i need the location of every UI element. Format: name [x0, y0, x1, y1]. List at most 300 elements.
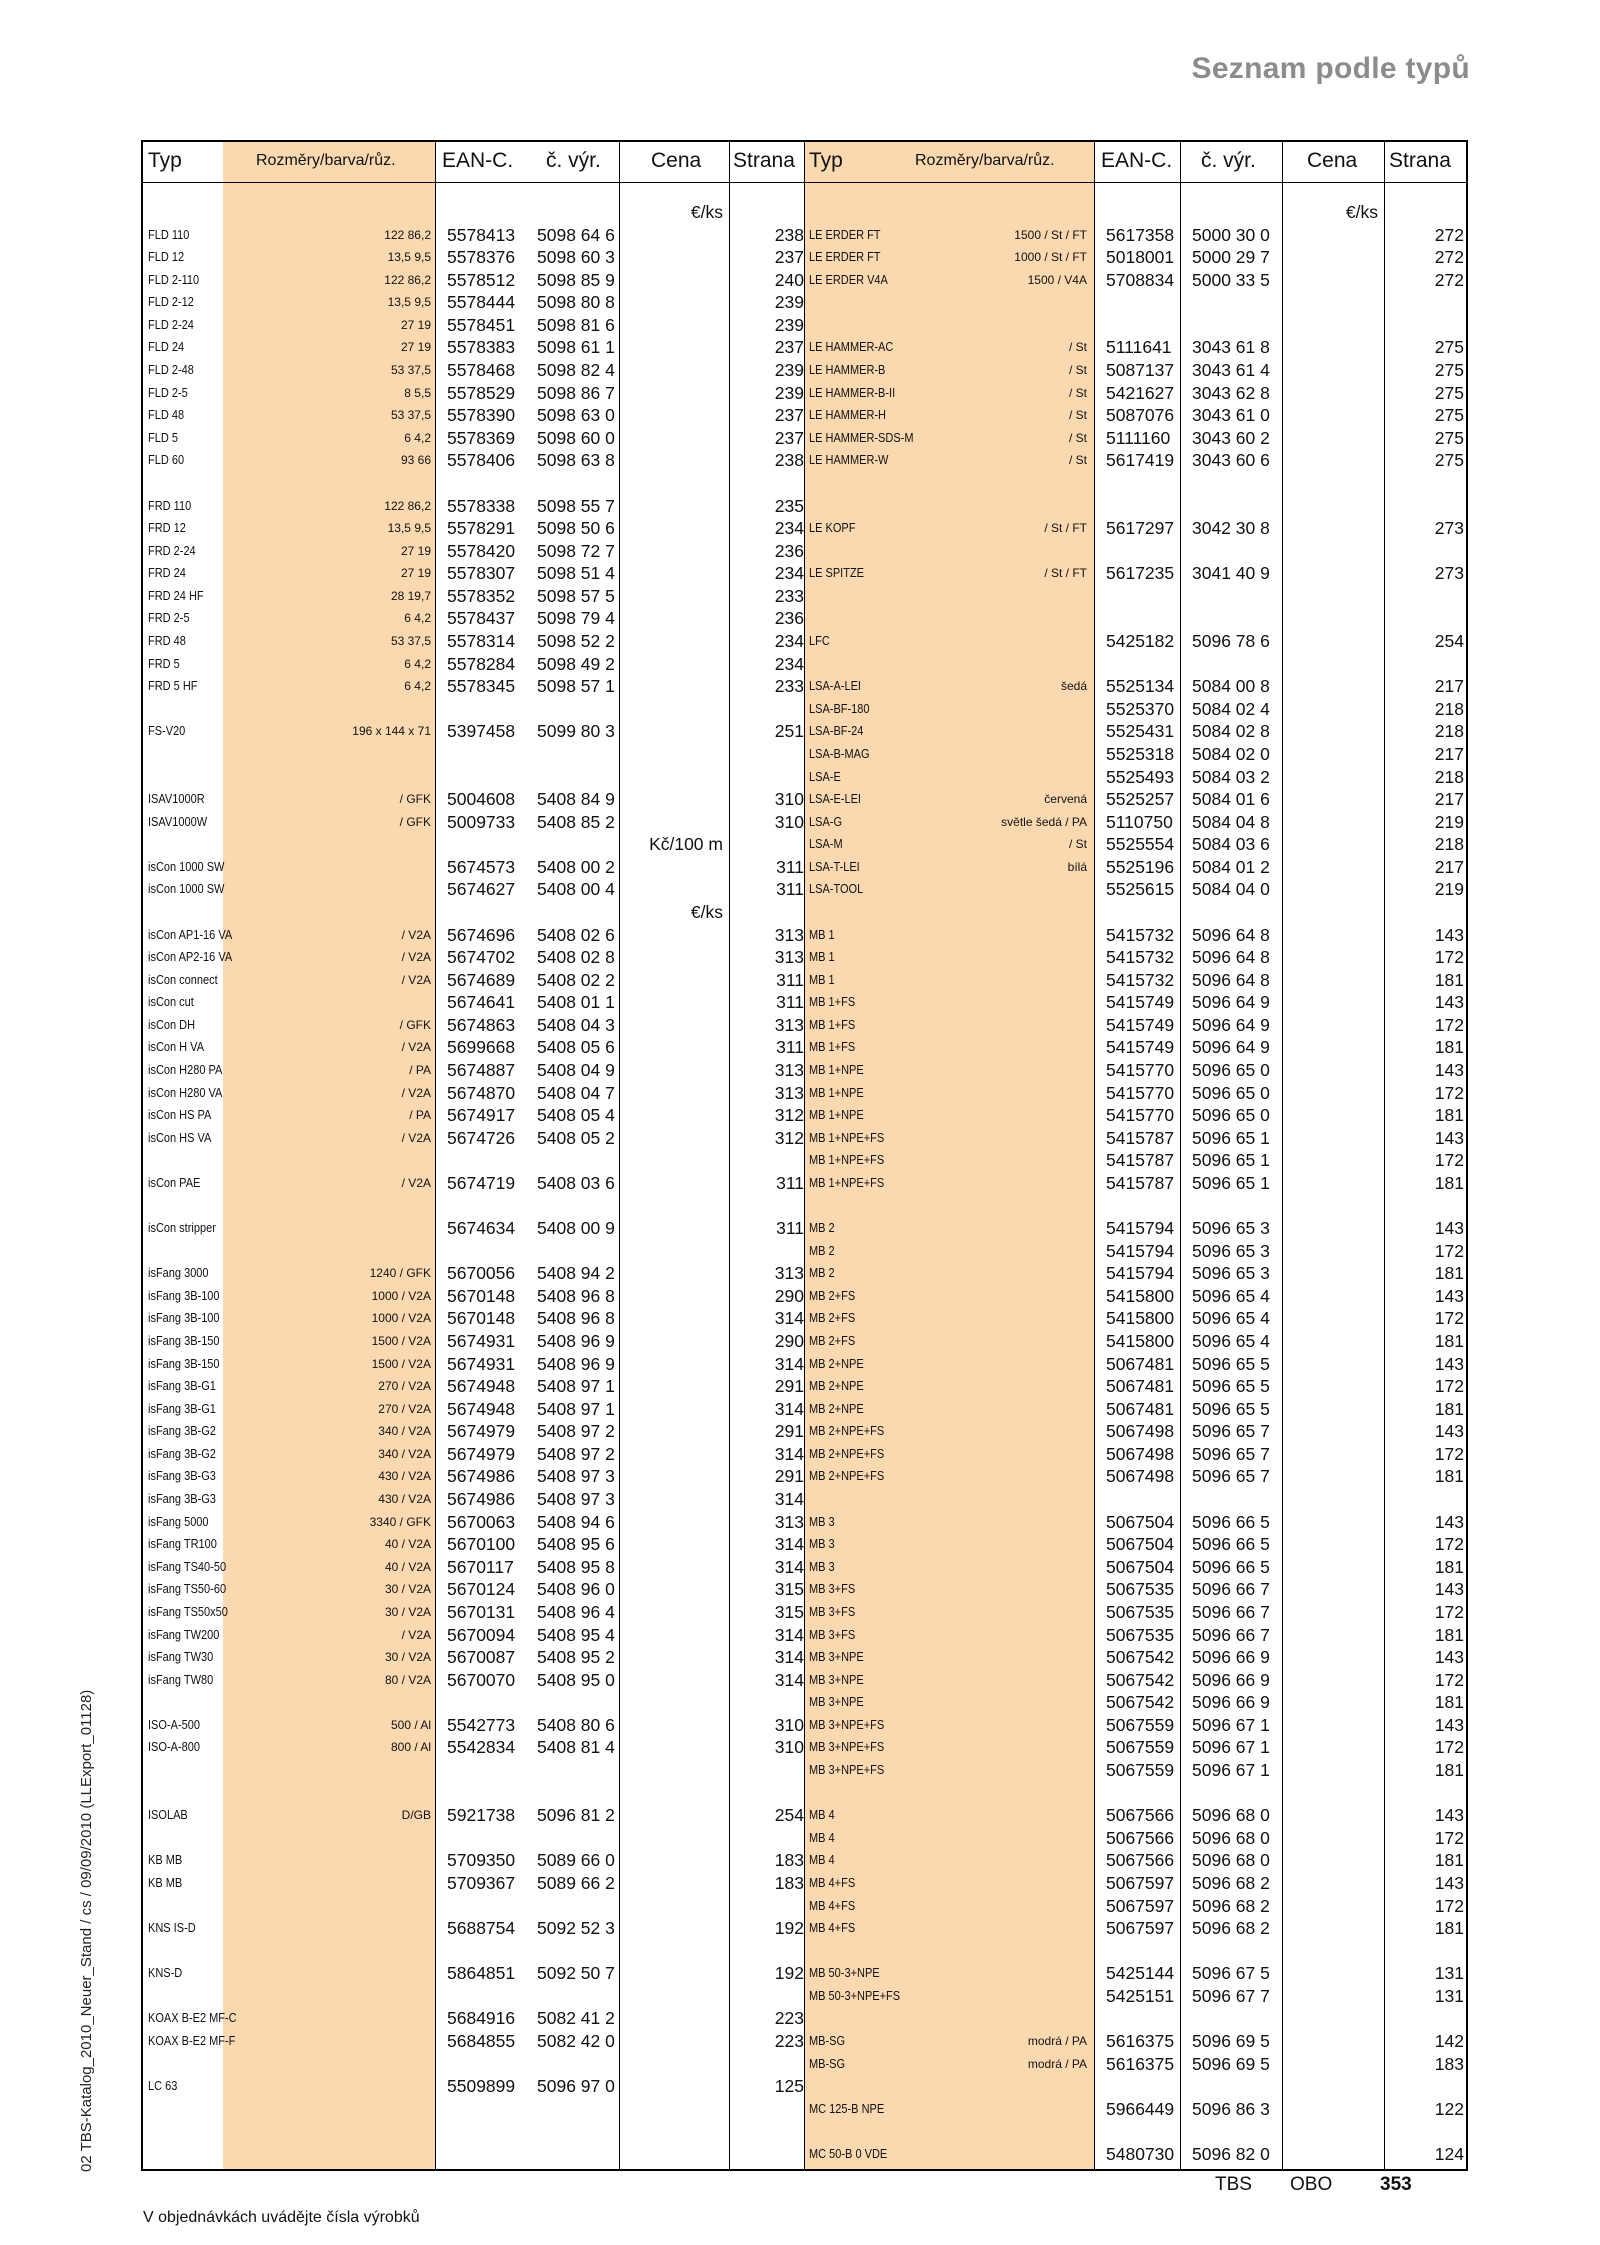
cell-item-number: 5084 02 4 — [1192, 698, 1270, 719]
cell-type: MB 4 — [809, 1808, 835, 1823]
cell-page: 218 — [1434, 766, 1464, 787]
header-strana: Strana — [733, 149, 795, 172]
table-row — [141, 1082, 804, 1104]
cell-dimensions: 27 19 — [400, 340, 431, 355]
cell-type: isFang 3B-100 — [148, 1288, 220, 1303]
cell-page: 172 — [1434, 1014, 1464, 1035]
table-row — [804, 1804, 1468, 1826]
cell-ean: 5674726 — [447, 1127, 516, 1148]
cell-page: 181 — [1434, 1331, 1464, 1351]
cell-dimensions: červená — [1044, 792, 1087, 807]
table-row — [804, 2120, 1468, 2142]
table-row — [804, 1217, 1468, 1239]
cell-item-number: 5084 02 8 — [1192, 721, 1270, 742]
cell-item-number: 5096 66 5 — [1192, 1556, 1270, 1577]
cell-ean: 5525431 — [1106, 721, 1175, 742]
cell-page: 181 — [1434, 1692, 1464, 1713]
cell-item-number: 5096 68 0 — [1192, 1827, 1270, 1848]
cell-dimensions: / St — [1068, 385, 1087, 400]
cell-ean: 5578352 — [447, 585, 516, 606]
table-row — [141, 1578, 804, 1600]
table-row — [804, 1759, 1468, 1781]
header-ean: EAN-C. — [1101, 149, 1173, 172]
cell-page: 234 — [774, 518, 804, 539]
cell-type: FLD 60 — [148, 453, 185, 468]
table-row — [141, 2098, 804, 2120]
cell-item-number: 5408 00 2 — [537, 856, 615, 877]
table-row — [804, 878, 1468, 900]
cell-item-number: 5096 65 1 — [1192, 1150, 1270, 1171]
cell-page: 314 — [774, 1353, 804, 1374]
cell-ean: 5670056 — [447, 1263, 516, 1284]
table-row — [804, 562, 1468, 584]
cell-type: KB MB — [148, 1875, 183, 1890]
table-row — [804, 1195, 1468, 1217]
table-row — [804, 788, 1468, 810]
cell-item-number: 5408 95 4 — [537, 1624, 615, 1645]
cell-type: MB 1+FS — [809, 1040, 856, 1055]
cell-ean: 5415787 — [1106, 1172, 1175, 1193]
cell-item-number: 5096 68 2 — [1192, 1895, 1270, 1916]
cell-dimensions: 1500 / V2A — [371, 1356, 431, 1371]
table-row — [141, 924, 804, 946]
cell-ean: 5616375 — [1106, 2053, 1175, 2074]
cell-ean: 5067597 — [1106, 1872, 1175, 1893]
cell-page: 143 — [1434, 1127, 1464, 1148]
cell-type: isFang TS40-50 — [148, 1559, 227, 1574]
cell-page: 254 — [1434, 631, 1464, 652]
table-row — [141, 291, 804, 313]
cell-item-number: 5084 01 6 — [1192, 789, 1270, 810]
cell-ean: 5699668 — [447, 1037, 516, 1058]
cell-item-number: 5096 65 1 — [1192, 1172, 1270, 1193]
table-row — [804, 698, 1468, 720]
cell-page: 181 — [1434, 1624, 1464, 1645]
cell-item-number: 5098 51 4 — [537, 563, 615, 584]
table-row — [141, 1985, 804, 2007]
cell-item-number: 5084 02 0 — [1192, 743, 1270, 764]
cell-type: isCon HS VA — [148, 1130, 212, 1145]
table-row — [141, 1240, 804, 1262]
cell-ean: 5617358 — [1106, 224, 1175, 245]
cell-ean: 5670087 — [447, 1647, 516, 1668]
cell-item-number: 5096 66 9 — [1192, 1692, 1270, 1713]
cell-page: 172 — [1434, 1082, 1464, 1103]
cell-page: 237 — [774, 337, 804, 358]
table-row — [804, 1172, 1468, 1194]
cell-type: LE HAMMER-B — [809, 363, 886, 378]
header-cvyr: č. výr. — [1201, 149, 1256, 172]
cell-dimensions: 1500 / V4A — [1027, 272, 1087, 287]
cell-page: 217 — [1434, 789, 1464, 810]
cell-ean: 5674689 — [447, 969, 516, 990]
cell-page: 313 — [774, 1511, 804, 1532]
table-row — [141, 720, 804, 742]
cell-page: 313 — [774, 947, 804, 968]
cell-ean: 5415749 — [1106, 1014, 1175, 1035]
cell-item-number: 5089 66 0 — [537, 1850, 615, 1871]
cell-page: 223 — [774, 2030, 804, 2051]
table-row — [141, 856, 804, 878]
cell-type: LC 63 — [148, 2079, 178, 2094]
cell-type: FRD 5 HF — [148, 679, 198, 694]
cell-ean: 5415794 — [1106, 1218, 1175, 1239]
cell-item-number: 5096 65 4 — [1192, 1331, 1270, 1351]
cell-item-number: 5408 01 1 — [537, 992, 615, 1013]
table-row — [141, 1330, 804, 1352]
cell-type: isFang 3B-100 — [148, 1311, 220, 1326]
cell-type: KB MB — [148, 1853, 183, 1868]
cell-page: 314 — [774, 1556, 804, 1577]
cell-ean: 5415749 — [1106, 1037, 1175, 1058]
cell-item-number: 5096 67 7 — [1192, 1985, 1270, 2006]
cell-type: isCon 1000 SW — [148, 859, 225, 874]
cell-page: 311 — [776, 856, 804, 877]
cell-dimensions: 270 / V2A — [378, 1379, 431, 1394]
cell-type: isCon PAE — [148, 1175, 201, 1190]
table-row — [141, 1714, 804, 1736]
cell-type: LFC — [809, 634, 830, 649]
table-row — [804, 720, 1468, 742]
cell-page: 142 — [1434, 2030, 1464, 2051]
table-row — [804, 1736, 1468, 1758]
cell-item-number: 5408 97 1 — [537, 1398, 615, 1419]
cell-ean: 5617235 — [1106, 563, 1175, 584]
cell-ean: 5110750 — [1106, 811, 1173, 832]
cell-type: MB 3+FS — [809, 1627, 856, 1642]
cell-item-number: 5096 65 4 — [1192, 1308, 1270, 1329]
cell-type: isFang 5000 — [148, 1514, 209, 1529]
cell-ean: 5111160 — [1106, 427, 1171, 448]
cell-page: 143 — [1434, 1060, 1464, 1081]
table-row — [804, 382, 1468, 404]
cell-ean: 5421627 — [1106, 382, 1175, 403]
cell-type: MB 1+FS — [809, 995, 856, 1010]
table-row — [804, 1782, 1468, 1804]
cell-ean: 5425182 — [1106, 631, 1175, 652]
cell-item-number: 5408 95 8 — [537, 1556, 615, 1577]
cell-ean: 5674917 — [447, 1105, 516, 1126]
cell-type: FRD 110 — [148, 498, 192, 513]
cell-type: MB 1+NPE+FS — [809, 1153, 885, 1168]
table-row — [804, 630, 1468, 652]
cell-dimensions: 6 4,2 — [404, 430, 431, 445]
table-row — [804, 1285, 1468, 1307]
table-row — [141, 314, 804, 336]
cell-type: isCon 1000 SW — [148, 882, 225, 897]
cell-type: MB-SG — [809, 2056, 846, 2071]
cell-dimensions: 1000 / V2A — [371, 1311, 431, 1326]
cell-type: LE KOPF — [809, 521, 856, 536]
cell-item-number: 5096 64 8 — [1192, 924, 1270, 945]
table-row — [141, 969, 804, 991]
table-row — [804, 1036, 1468, 1058]
cell-dimensions: 270 / V2A — [378, 1401, 431, 1416]
cell-page: 311 — [776, 1037, 804, 1058]
cell-item-number: 5096 67 1 — [1192, 1737, 1270, 1758]
cell-page: 291 — [774, 1466, 804, 1487]
cell-ean: 5674979 — [447, 1443, 516, 1464]
table-row — [141, 901, 804, 923]
cell-ean: 5004608 — [447, 789, 516, 810]
cell-type: LSA-BF-180 — [809, 701, 870, 716]
cell-item-number: 3043 61 4 — [1192, 360, 1270, 381]
cell-item-number: 5098 63 0 — [537, 405, 615, 426]
cell-page: 238 — [774, 224, 804, 245]
cell-item-number: 5096 68 2 — [1192, 1872, 1270, 1893]
cell-dimensions: / St / FT — [1044, 521, 1087, 536]
table-row — [141, 743, 804, 765]
cell-ean: 5067498 — [1106, 1466, 1175, 1487]
cell-page: 181 — [1434, 1466, 1464, 1487]
cell-ean: 5684916 — [447, 2008, 516, 2029]
cell-ean: 5708834 — [1106, 269, 1175, 290]
cell-ean: 5670124 — [447, 1579, 516, 1600]
cell-page: 143 — [1434, 1714, 1464, 1735]
cell-item-number: 5096 64 8 — [1192, 969, 1270, 990]
cell-page: 172 — [1434, 1737, 1464, 1758]
cell-type: LSA-E-LEI — [809, 792, 861, 807]
table-row — [141, 1195, 804, 1217]
cell-page: 131 — [1434, 1963, 1464, 1984]
cell-item-number: 5096 65 0 — [1192, 1060, 1270, 1081]
cell-dimensions: 30 / V2A — [384, 1650, 431, 1665]
table-row — [804, 743, 1468, 765]
cell-type: LSA-BF-24 — [809, 724, 864, 739]
cell-ean: 5966449 — [1106, 2098, 1175, 2119]
cell-type: LE ERDER FT — [809, 250, 881, 265]
table-row — [141, 1104, 804, 1126]
header-typ: Typ — [809, 149, 843, 172]
table-row — [141, 1036, 804, 1058]
cell-type: isFang 3B-150 — [148, 1356, 220, 1371]
cell-dimensions: / V2A — [401, 950, 431, 965]
table-row — [804, 1375, 1468, 1397]
cell-item-number: 5096 65 5 — [1192, 1398, 1270, 1419]
cell-type: MC 50-B 0 VDE — [809, 2146, 888, 2161]
cell-page: 172 — [1434, 1376, 1464, 1397]
cell-type: KNS-D — [148, 1966, 183, 1981]
cell-ean: 5415794 — [1106, 1240, 1175, 1261]
cell-type: MB 3+NPE+FS — [809, 1717, 885, 1732]
footer-note: V objednávkách uvádějte čísla výrobků — [143, 2209, 420, 2226]
cell-type: KOAX B-E2 MF-C — [148, 2011, 237, 2026]
cell-type: MB 1+NPE+FS — [809, 1175, 885, 1190]
cell-type: isFang TW80 — [148, 1672, 214, 1687]
cell-item-number: 3043 61 8 — [1192, 337, 1270, 358]
cell-dimensions: / St — [1068, 453, 1087, 468]
cell-item-number: 5408 02 2 — [537, 969, 615, 990]
cell-dimensions: 1000 / St / FT — [1014, 250, 1087, 265]
cell-dimensions: / GFK — [399, 814, 431, 829]
cell-ean: 5578512 — [447, 269, 516, 290]
table-row — [141, 833, 804, 855]
cell-page: 275 — [1434, 360, 1464, 381]
cell-type: MB 1 — [809, 927, 835, 942]
cell-item-number: 5098 60 0 — [537, 427, 615, 448]
cell-ean: 5578390 — [447, 405, 516, 426]
cell-item-number: 5408 02 8 — [537, 947, 615, 968]
table-row — [804, 653, 1468, 675]
cell-page: 239 — [774, 292, 804, 313]
cell-type: MB 3+NPE+FS — [809, 1763, 885, 1778]
cell-dimensions: / St — [1068, 363, 1087, 378]
cell-page: 192 — [774, 1918, 804, 1939]
table-row — [804, 224, 1468, 246]
table-row — [141, 1917, 804, 1939]
cell-type: LE HAMMER-B-II — [809, 385, 896, 400]
cell-ean: 5067542 — [1106, 1692, 1175, 1713]
cell-dimensions: 53 37,5 — [390, 363, 431, 378]
cell-item-number: 5096 67 5 — [1192, 1963, 1270, 1984]
cell-type: MB 3 — [809, 1514, 835, 1529]
cell-ean: 5578314 — [447, 631, 516, 652]
cell-page: 143 — [1434, 1647, 1464, 1668]
cell-dimensions: / St / FT — [1044, 566, 1087, 581]
table-row — [804, 969, 1468, 991]
cell-item-number: 5408 95 2 — [537, 1647, 615, 1668]
cell-item-number: 5096 64 8 — [1192, 947, 1270, 968]
table-row — [141, 630, 804, 652]
table-row — [804, 607, 1468, 629]
cell-page: 181 — [1434, 1105, 1464, 1126]
cell-page: 181 — [1434, 1037, 1464, 1058]
cell-ean: 5525370 — [1106, 698, 1175, 719]
header-typ: Typ — [148, 149, 182, 172]
table-row — [804, 336, 1468, 358]
cell-dimensions: bílá — [1067, 859, 1087, 874]
cell-page: 313 — [774, 1082, 804, 1103]
cell-dimensions: 27 19 — [400, 543, 431, 558]
cell-page: 183 — [1434, 2053, 1464, 2074]
table-row — [804, 1330, 1468, 1352]
table-row — [141, 698, 804, 720]
cell-type: isCon DH — [148, 1017, 196, 1032]
table-row — [804, 1398, 1468, 1420]
cell-item-number: 5084 04 8 — [1192, 811, 1270, 832]
cell-item-number: 5096 65 7 — [1192, 1421, 1270, 1442]
cell-item-number: 5096 65 5 — [1192, 1353, 1270, 1374]
cell-dimensions: 53 37,5 — [390, 634, 431, 649]
page-number: 353 — [1380, 2174, 1412, 2195]
cell-dimensions: 430 / V2A — [378, 1469, 431, 1484]
table-row — [804, 1691, 1468, 1713]
cell-page: 314 — [774, 1534, 804, 1555]
table-row — [141, 1556, 804, 1578]
table-row — [141, 1014, 804, 1036]
cell-page: 310 — [774, 1737, 804, 1758]
cell-ean: 5674979 — [447, 1421, 516, 1442]
cell-type: MB 2+NPE — [809, 1356, 864, 1371]
cell-page: 143 — [1434, 1511, 1464, 1532]
table-row — [804, 472, 1468, 494]
cell-type: FRD 5 — [148, 656, 180, 671]
cell-ean: 5525134 — [1106, 676, 1175, 697]
cell-dimensions: 500 / Al — [390, 1717, 431, 1732]
cell-page: 239 — [774, 314, 804, 335]
table-row — [804, 540, 1468, 562]
table-row — [141, 1488, 804, 1510]
cell-ean: 5067559 — [1106, 1714, 1175, 1735]
table-row — [141, 1759, 804, 1781]
cell-page: 219 — [1434, 879, 1464, 900]
cell-dimensions: modrá / PA — [1027, 2056, 1087, 2071]
cell-page: 315 — [774, 1579, 804, 1600]
cell-type: isCon H280 VA — [148, 1085, 223, 1100]
cell-page: 236 — [774, 540, 804, 561]
cell-page: 218 — [1434, 698, 1464, 719]
table-row — [141, 1624, 804, 1646]
cell-page: 143 — [1434, 1218, 1464, 1239]
cell-ean: 5415787 — [1106, 1127, 1175, 1148]
table-row — [141, 359, 804, 381]
cell-item-number: 5096 65 3 — [1192, 1218, 1270, 1239]
header-cvyr: č. výr. — [546, 149, 601, 172]
cell-page: 143 — [1434, 1353, 1464, 1374]
cell-item-number: 5096 65 0 — [1192, 1082, 1270, 1103]
cell-item-number: 5408 03 6 — [537, 1172, 615, 1193]
cell-type: MB 1 — [809, 950, 835, 965]
cell-item-number: 3041 40 9 — [1192, 563, 1270, 584]
cell-item-number: 5408 96 8 — [537, 1285, 615, 1306]
table-row — [141, 878, 804, 900]
cell-page: 311 — [776, 969, 804, 990]
cell-page: 172 — [1434, 1150, 1464, 1171]
table-row — [141, 1149, 804, 1171]
table-row — [804, 2030, 1468, 2052]
cell-type: isCon H VA — [148, 1040, 205, 1055]
cell-dimensions: 53 37,5 — [390, 408, 431, 423]
header-dimensions: Rozměry/barva/růz. — [915, 152, 1055, 169]
cell-dimensions: 13,5 9,5 — [387, 521, 431, 536]
cell-ean: 5578307 — [447, 563, 516, 584]
cell-ean: 5067559 — [1106, 1760, 1175, 1781]
cell-dimensions: / V2A — [401, 1040, 431, 1055]
cell-page: 181 — [1434, 1760, 1464, 1781]
cell-page: 172 — [1434, 1240, 1464, 1261]
cell-type: ISAV1000R — [148, 792, 205, 807]
cell-item-number: 5096 64 9 — [1192, 992, 1270, 1013]
cell-item-number: 3043 60 2 — [1192, 427, 1270, 448]
header-divider — [141, 182, 804, 183]
table-row — [141, 1895, 804, 1917]
cell-item-number: 5082 42 0 — [537, 2030, 615, 2051]
cell-ean: 5674948 — [447, 1398, 516, 1419]
table-row — [141, 991, 804, 1013]
cell-item-number: 5096 68 0 — [1192, 1850, 1270, 1871]
cell-type: MB 3+NPE+FS — [809, 1740, 885, 1755]
table-row — [141, 1059, 804, 1081]
cell-dimensions: 13,5 9,5 — [387, 295, 431, 310]
cell-item-number: 5098 80 8 — [537, 292, 615, 313]
cell-ean: 5674719 — [447, 1172, 516, 1193]
cell-ean: 5670094 — [447, 1624, 516, 1645]
cell-dimensions: 80 / V2A — [384, 1672, 431, 1687]
cell-dimensions: 13,5 9,5 — [387, 250, 431, 265]
cell-item-number: 5096 65 4 — [1192, 1285, 1270, 1306]
cell-ean: 5578345 — [447, 676, 516, 697]
cell-type: isCon H280 PA — [148, 1063, 223, 1078]
table-row — [141, 427, 804, 449]
cell-dimensions: 430 / V2A — [378, 1492, 431, 1507]
table-border — [141, 2169, 804, 2171]
cell-dimensions: modrá / PA — [1027, 2033, 1087, 2048]
cell-page: 310 — [774, 1714, 804, 1735]
table-row — [141, 946, 804, 968]
cell-page: 143 — [1434, 1579, 1464, 1600]
cell-type: MB 2+NPE+FS — [809, 1469, 885, 1484]
cell-type: MB 50-3+NPE+FS — [809, 1988, 901, 2003]
